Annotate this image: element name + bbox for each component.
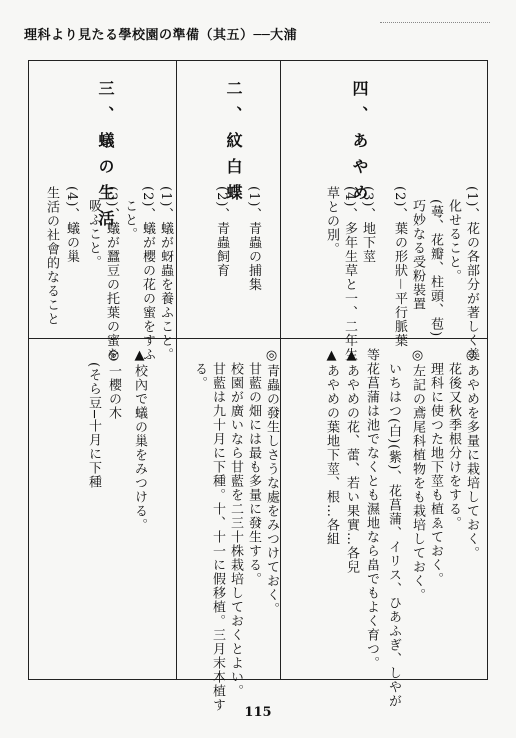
ayame-item: 巧妙なる受粉裝置 [410,199,425,311]
section-title-ari: 三、蟻の生活 [96,80,115,236]
ari-item: (2)、蟻が櫻の花の蜜をすふ [140,186,155,362]
ari-note: (そら豆─十月に下種 [86,362,101,489]
section-title-monshirocho: 二、紋白蝶 [224,80,243,210]
monshirocho-item: (1)、青蟲の捕集 [246,186,261,292]
header-rule [380,22,490,23]
running-head: 理科より見たる學校園の準備（其五）──大浦 [24,28,298,43]
ari-item: こと。 [122,199,137,241]
ayame-note: いちはつ(白)(紫)、花菖蒲、イリス、ひあふぎ、しやが [386,362,401,709]
ayame-item: (2)、葉の形狀－平行脈葉 [392,186,407,348]
ari-item: (4)、蟻の巢 [64,186,79,264]
monshirocho-item: (2)、青蟲飼育 [214,186,229,278]
ari-item: 吸ふこと。 [86,199,101,269]
monshirocho-note: 甘藍は九十月に下種。十、十一に假移植。三月末本植す [210,362,225,712]
ari-item: 生活の社會的なること [44,186,59,326]
ayame-note: 理科に使つた地下莖も植ゑておく。 [428,362,443,586]
ari-item: (3)、蟻が蠶豆の托葉の蜜を [104,186,119,362]
ayame-note: 等花菖蒲は池でなくとも濕地なら畠でもよく育つ。 [364,348,379,670]
ayame-note: ▲あやめの葉地下莖、根…各組 [324,348,339,546]
monshirocho-note: 校園が廣いなら甘藍を二三十株栽培しておくとよい。 [228,362,243,698]
monshirocho-note: 甘藍の畑には最も多量に發生する。 [246,362,261,586]
ayame-item: (4)、多年生草と一、二年生 [342,186,357,362]
ayame-item: (蕚、花瓣、柱頭、苞) [428,199,443,338]
table-column-rule [176,60,177,680]
monshirocho-note: ◎青蟲の發生しさうな處をみつけておく。 [264,348,279,616]
table-horizontal-rule [28,338,488,339]
ari-note: ▲校內で蟻の巢をみつける。 [132,348,147,532]
section-title-ayame: 四、あやめ [350,80,369,210]
ayame-item: (1)、花の各部分が著しく美 [464,186,479,362]
ayame-item: (3)、地下莖 [360,186,375,264]
table-column-rule [280,60,281,680]
ayame-note: 花後又秋季根分けをする。 [446,362,461,530]
page-number: 115 [244,705,272,720]
ayame-item: 草との別。 [324,186,339,256]
ayame-note: ▲あやめの花、蕾、若い果實…各兒 [344,348,359,574]
ayame-item: 化せること。 [446,199,461,283]
ari-note: ◎一櫻の木 [106,348,121,420]
monshirocho-note: る。 [192,362,207,390]
ayame-note: ◎左記の鳶尾科植物をも栽培しておく。 [410,348,425,602]
ari-item: (1)、蟻が蚜蟲を養ふこと。 [158,186,173,362]
ayame-note: ◎あやめを多量に栽培しておく。 [464,348,479,560]
